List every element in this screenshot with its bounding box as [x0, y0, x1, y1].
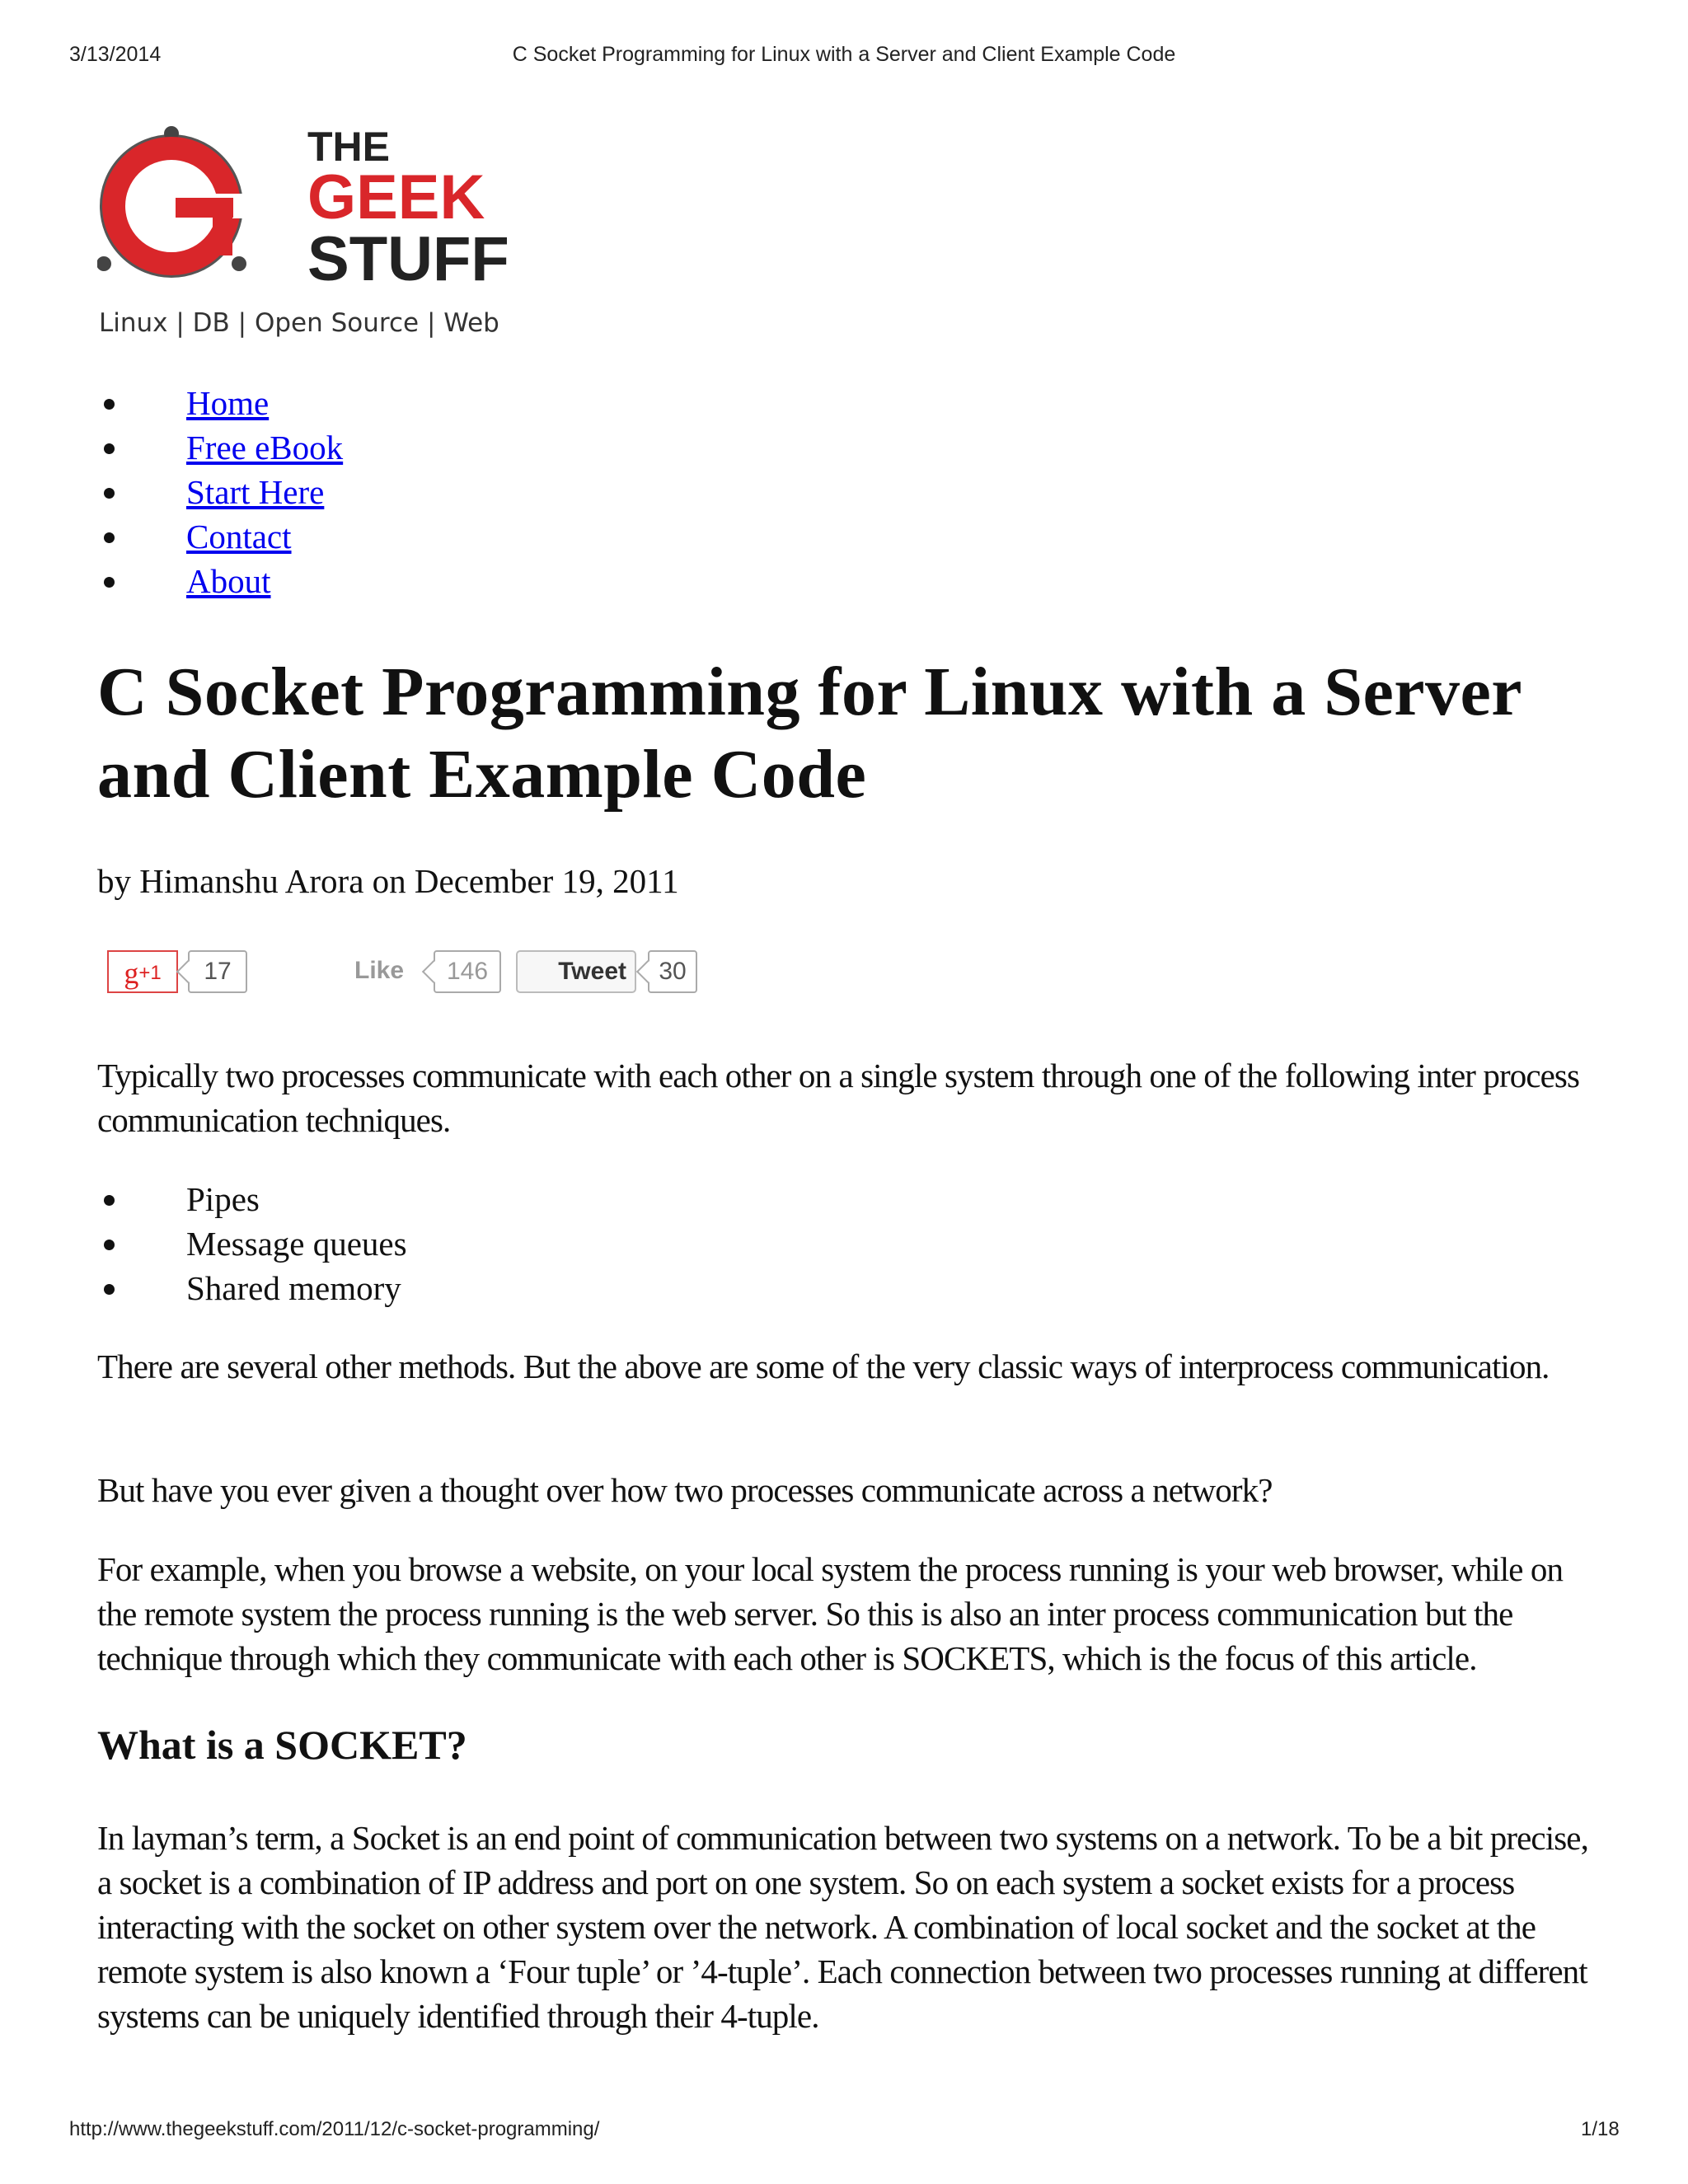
- main-nav: [140, 381, 343, 603]
- print-page-number: 1/18: [1581, 2118, 1620, 2140]
- nav-link-free-ebook[interactable]: Free eBook: [186, 429, 344, 466]
- methods-paragraph: There are several other methods. But the above are some of the very classic ways of interprocess communication.: [97, 1347, 1550, 1385]
- like-button[interactable]: Like: [354, 957, 405, 984]
- article-byline: by Himanshu Arora on December 19, 2011: [97, 862, 679, 900]
- tweet-count: 30: [648, 950, 697, 993]
- socket-definition-paragraph: In layman’s term, a Socket is an end point of communication between two systems on a network. To be a bit precise, a socket is a combination of IP address and port on one system. So on each system a socket exists for a process interacting with the socket on other system over the network. A combination of local socket and the socket at the remote system is also known a ‘Four tuple’ or ’4-tuple’. Each connection between two processes running at different systems can be uniquely identified through their 4-tuple.: [97, 1819, 1588, 2035]
- logo-text-the: THE: [307, 124, 390, 170]
- like-count: 146: [434, 950, 501, 993]
- list-item: [140, 1266, 407, 1310]
- list-item: [140, 1177, 407, 1221]
- nav-item-start-here: [140, 470, 343, 514]
- google-plus-count: 17: [188, 950, 247, 993]
- nav-item-free-ebook: [140, 425, 343, 470]
- print-url: http://www.thegeekstuff.com/2011/12/c-socket-programming/: [69, 2118, 600, 2140]
- nav-item-about: [140, 559, 343, 603]
- nav-link-home[interactable]: Home: [186, 384, 270, 422]
- list-item: [140, 1221, 407, 1266]
- logo-text-geek: GEEK: [307, 162, 485, 232]
- list-item-text: Shared memory: [186, 1269, 401, 1307]
- nav-link-about[interactable]: About: [186, 562, 271, 600]
- nav-link-contact[interactable]: Contact: [186, 518, 292, 555]
- nav-link-start-here[interactable]: Start Here: [186, 473, 325, 511]
- section-heading-socket: What is a SOCKET?: [97, 1722, 467, 1768]
- google-plus-button[interactable]: [107, 950, 178, 993]
- list-item-text: Message queues: [186, 1225, 407, 1263]
- google-plus-icon: g: [124, 957, 139, 990]
- tweet-button[interactable]: [516, 950, 636, 993]
- tweet-label: Tweet: [558, 958, 626, 985]
- example-paragraph: For example, when you browse a website, on your local system the process running is your web browser, while on the remote system the process running is the web server. So this is also an inter process communication but the technique through which they communicate with each other is SOCKETS, which is the focus of this article.: [97, 1550, 1564, 1677]
- site-logo[interactable]: [97, 115, 534, 346]
- tweet-widget: [516, 950, 697, 995]
- google-plus-label: +1: [138, 962, 162, 984]
- list-item-text: Pipes: [186, 1180, 260, 1218]
- logo-tagline: Linux | DB | Open Source | Web: [99, 308, 499, 338]
- logo-g-icon: [97, 126, 246, 275]
- intro-paragraph: Typically two processes communicate with each other on a single system through one of the following inter process communication techniques.: [97, 1057, 1580, 1139]
- nav-item-home: [140, 381, 343, 425]
- facebook-like-widget: [354, 950, 503, 995]
- article-title: C Socket Programming for Linux with a Server and Client Example Code: [97, 654, 1522, 813]
- print-title: C Socket Programming for Linux with a Server and Client Example Code: [512, 43, 1176, 66]
- google-plus-widget: [107, 950, 247, 995]
- print-date: 3/13/2014: [69, 43, 162, 66]
- ipc-list: [140, 1177, 407, 1310]
- nav-item-contact: [140, 514, 343, 559]
- network-question-paragraph: But have you ever given a thought over how two processes communicate across a network?: [97, 1471, 1273, 1509]
- logo-text-stuff: STUFF: [307, 224, 509, 294]
